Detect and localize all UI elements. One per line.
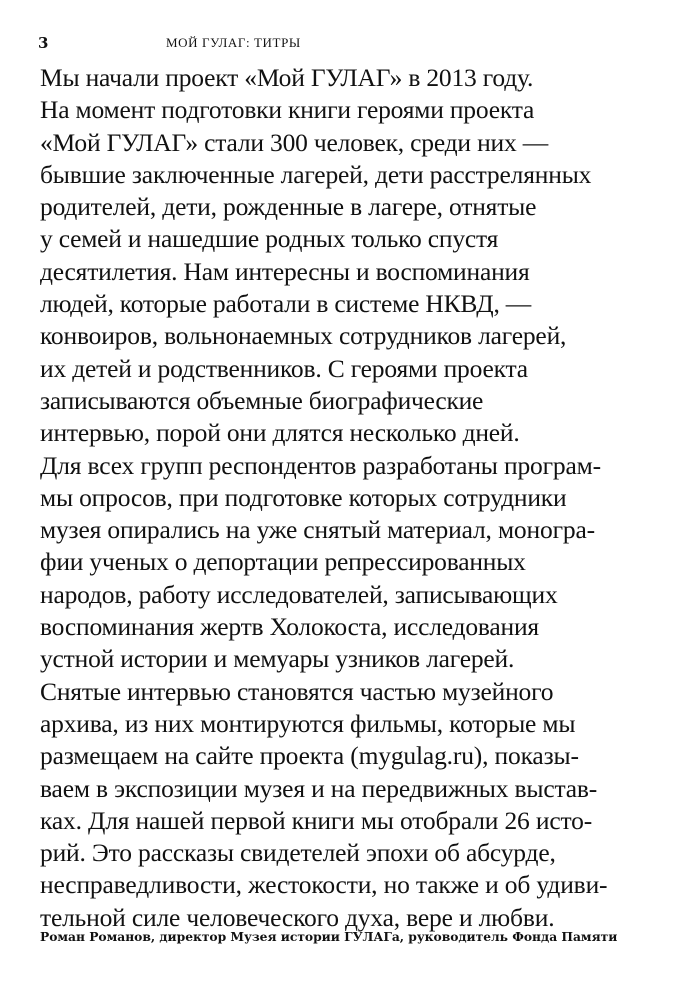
text-line: архива, из них монтируются фильмы, которые мы: [40, 708, 576, 738]
body-paragraph: [40, 62, 680, 934]
text-line: Для всех групп респондентов разработаны програм-: [40, 450, 601, 480]
text-line: родителей, дети, рожденные в лагере, отнятые: [40, 192, 537, 222]
text-line: конвоиров, вольнонаемных сотрудников лагерей,: [40, 321, 567, 351]
text-line: десятилетия. Нам интересны и воспоминания: [40, 256, 530, 286]
text-line: у семей и нашедшие родных только спустя: [40, 224, 499, 254]
text-line: устной истории и мемуары узников лагерей.: [40, 644, 515, 674]
text-line: ках. Для нашей первой книги мы отобрали 26 исто-: [40, 805, 593, 835]
text-line: интервью, порой они длятся несколько дней.: [40, 418, 520, 448]
text-line: размещаем на сайте проекта (mygulag.ru), показы-: [40, 741, 579, 771]
text-line: На момент подготовки книги героями проекта: [40, 95, 535, 125]
text-line: тельной силе человеческого духа, вере и любви.: [40, 902, 555, 932]
text-line: народов, работу исследователей, записывающих: [40, 579, 558, 609]
text-line: людей, которые работали в системе НКВД, —: [40, 289, 532, 319]
text-line: мы опросов, при подготовке которых сотрудники: [40, 482, 567, 512]
text-line: их детей и родственников. С героями проекта: [40, 353, 528, 383]
text-line: ваем в экспозиции музея и на передвижных выстав-: [40, 773, 598, 803]
running-head: МОЙ ГУЛАГ: ТИТРЫ: [166, 35, 301, 50]
author-signature: Роман Романов, директор Музея истории ГУЛАГа, руководитель Фонда Памяти: [40, 929, 618, 944]
text-line: Снятые интервью становятся частью музейного: [40, 676, 554, 706]
text-line: Мы начали проект «Мой ГУЛАГ» в 2013 году.: [40, 63, 534, 92]
text-line: музея опирались на уже снятый материал, моногра-: [40, 515, 595, 545]
page-number: 3: [38, 34, 49, 52]
text-line: «Мой ГУЛАГ» стали 300 человек, среди них —: [40, 127, 549, 157]
text-line: фии ученых о депортации репрессированных: [40, 547, 526, 577]
text-line: записываются объемные биографические: [40, 385, 484, 415]
text-line: рий. Это рассказы свидетелей эпохи об абсурде,: [40, 838, 556, 868]
text-line: бывшие заключенные лагерей, дети расстрелянных: [40, 159, 592, 189]
text-line: воспоминания жертв Холокоста, исследования: [40, 612, 539, 642]
text-line: несправедливости, жестокости, но также и об удиви-: [40, 870, 608, 900]
